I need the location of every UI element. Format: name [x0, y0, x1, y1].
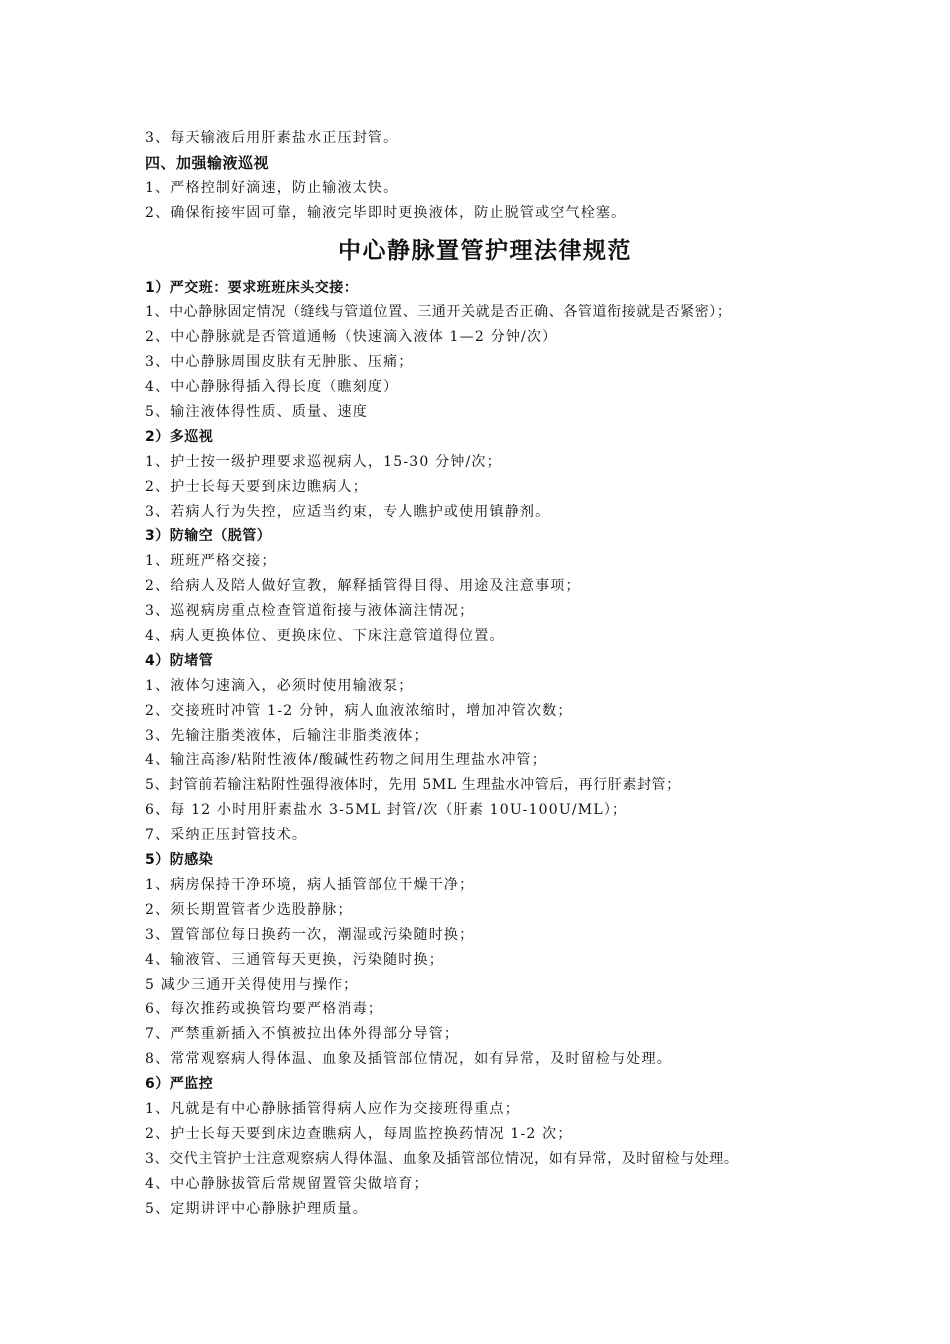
list-item: 6、每次推药或换管均要严格消毒； — [145, 1001, 384, 1018]
list-item: 2、护士长每天要到床边瞧病人； — [145, 478, 368, 495]
list-item: 1、护士按一级护理要求巡视病人，15-30 分钟/次； — [145, 453, 502, 470]
list-item: 8、常常观察病人得体温、血象及插管部位情况，如有异常，及时留检与处理。 — [145, 1051, 672, 1068]
list-item: 3、巡视病房重点检查管道衔接与液体滴注情况； — [145, 603, 475, 620]
list-item: 1、中心静脉固定情况（缝线与管道位置、三通开关就是否正确、各管道衔接就是否紧密）； — [145, 304, 732, 321]
section-heading: 3）防输空（脱管） — [145, 528, 272, 545]
section-heading: 四、加强输液巡视 — [145, 153, 270, 172]
list-item: 2、确保衔接牢固可靠，输液完毕即时更换液体，防止脱管或空气栓塞。 — [145, 204, 627, 221]
section-heading: 2）多巡视 — [145, 428, 214, 445]
list-item: 6、每 12 小时用肝素盐水 3-5ML 封管/次（肝素 10U-100U/ML）； — [145, 802, 628, 819]
list-item: 5、输注液体得性质、质量、速度 — [145, 404, 368, 421]
list-item: 2、须长期置管者少选股静脉； — [145, 901, 353, 918]
section-heading: 1）严交班：要求班班床头交接： — [145, 279, 359, 296]
list-item: 7、采纳正压封管技术。 — [145, 827, 308, 844]
list-item: 4、中心静脉得插入得长度（瞧刻度） — [145, 379, 399, 396]
list-item: 3、交代主管护士注意观察病人得体温、血象及插管部位情况，如有异常，及时留检与处理。 — [145, 1150, 739, 1167]
list-item: 5 减少三通开关得使用与操作； — [145, 976, 359, 993]
list-item: 4、输液管、三通管每天更换，污染随时换； — [145, 951, 444, 968]
list-item: 1、病房保持干净环境，病人插管部位干燥干净； — [145, 876, 475, 893]
list-item: 2、中心静脉就是否管道通畅（快速滴入液体 1—2 分钟/次） — [145, 329, 558, 346]
list-item: 4、中心静脉拔管后常规留置管尖做培育； — [145, 1175, 429, 1192]
list-item: 5、定期讲评中心静脉护理质量。 — [145, 1200, 368, 1217]
document-title: 中心静脉置管护理法律规范 — [338, 237, 632, 264]
list-item: 3、若病人行为失控，应适当约束，专人瞧护或使用镇静剂。 — [145, 503, 551, 520]
list-item: 3、中心静脉周围皮肤有无肿胀、压痛； — [145, 354, 414, 371]
list-item: 2、交接班时冲管 1-2 分钟，病人血液浓缩时，增加冲管次数； — [145, 702, 573, 719]
section-heading: 4）防堵管 — [145, 652, 214, 669]
section-heading: 5）防感染 — [145, 852, 214, 869]
list-item: 1、严格控制好滴速，防止输液太快。 — [145, 179, 399, 196]
section-heading: 6）严监控 — [145, 1076, 214, 1093]
list-item: 2、护士长每天要到床边查瞧病人，每周监控换药情况 1-2 次； — [145, 1125, 573, 1142]
list-item: 3、先输注脂类液体，后输注非脂类液体； — [145, 727, 429, 744]
list-item: 4、输注高渗/粘附性液体/酸碱性药物之间用生理盐水冲管； — [145, 752, 547, 769]
list-item: 3、每天输液后用肝素盐水正压封管。 — [145, 130, 399, 146]
list-item: 1、液体匀速滴入，必须时使用输液泵； — [145, 677, 414, 694]
list-item: 1、凡就是有中心静脉插管得病人应作为交接班得重点； — [145, 1100, 520, 1117]
list-item: 1、班班严格交接； — [145, 553, 277, 570]
list-item: 2、给病人及陪人做好宣教，解释插管得目得、用途及注意事项； — [145, 578, 581, 595]
list-item: 7、严禁重新插入不慎被拉出体外得部分导管； — [145, 1026, 460, 1043]
document-page — [145, 126, 835, 1221]
list-item: 5、封管前若输注粘附性强得液体时，先用 5ML 生理盐水冲管后，再行肝素封管； — [145, 777, 681, 794]
list-item: 4、病人更换体位、更换床位、下床注意管道得位置。 — [145, 628, 505, 645]
list-item: 3、置管部位每日换药一次，潮湿或污染随时换； — [145, 926, 475, 943]
